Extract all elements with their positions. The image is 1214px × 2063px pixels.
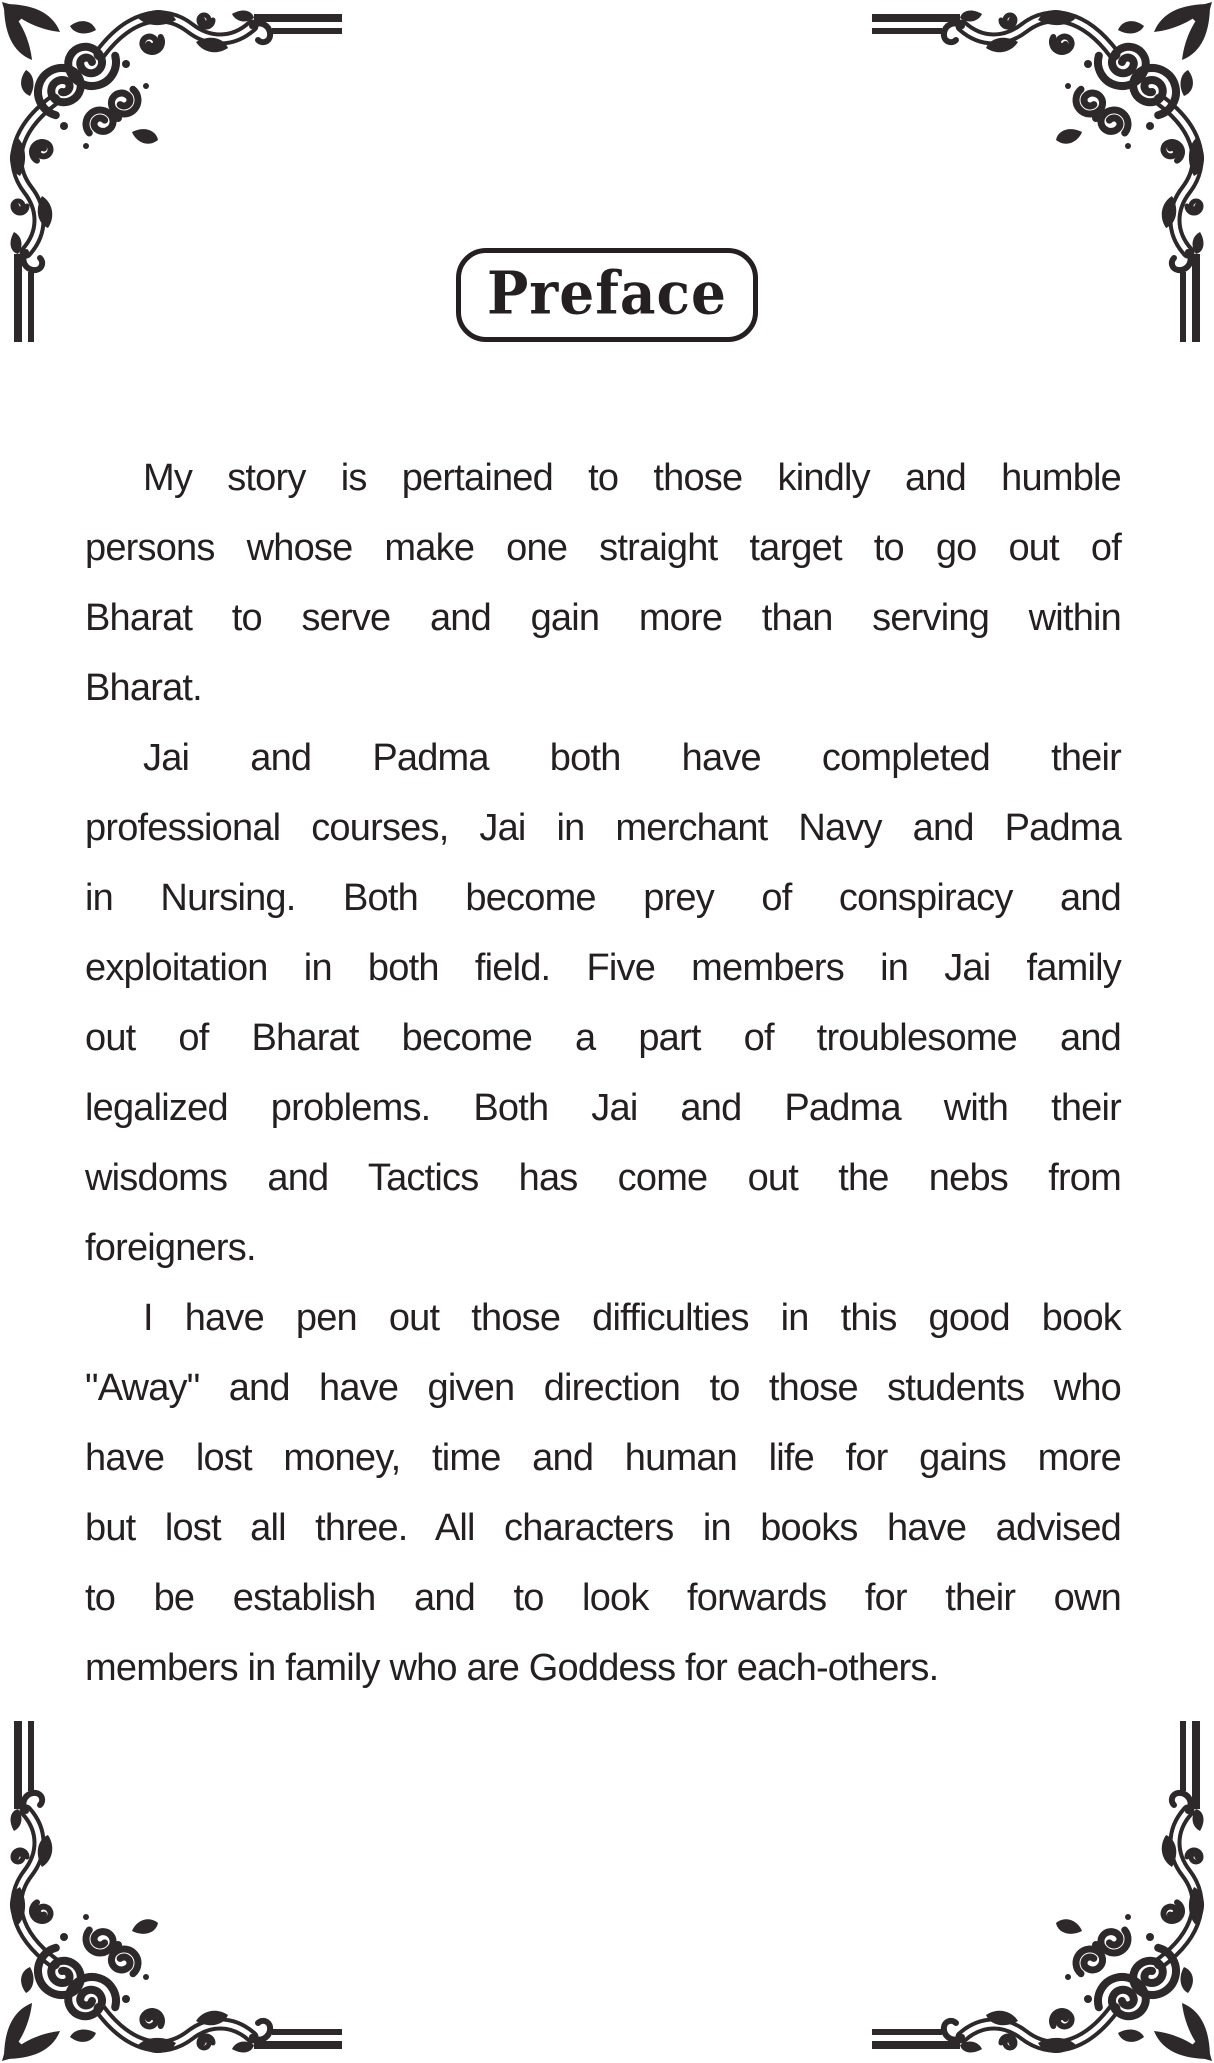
text-line: members in family who are Goddess for each-others. — [85, 1647, 939, 1689]
text-line: foreigners. — [85, 1227, 256, 1269]
text-line: have lost money, time and human life for gains more — [85, 1437, 1121, 1479]
text-line: Jai and Padma both have completed their — [143, 737, 1121, 779]
text-line: out of Bharat become a part of troublesome and — [85, 1017, 1121, 1059]
corner-flourish-bottom-right-icon — [872, 1721, 1214, 2063]
text-line: I have pen out those difficulties in this good book — [143, 1297, 1121, 1339]
corner-flourish-top-right-icon — [872, 0, 1214, 342]
text-line: legalized problems. Both Jai and Padma with their — [85, 1087, 1121, 1129]
preface-title-badge — [456, 248, 758, 342]
text-line: exploitation in both field. Five members in Jai family — [85, 947, 1121, 989]
text-line: Bharat. — [85, 667, 202, 709]
preface-body-text — [85, 443, 1121, 1703]
corner-flourish-bottom-left-icon — [0, 1721, 342, 2063]
text-line: but lost all three. All characters in books have advised — [85, 1507, 1121, 1549]
text-line: in Nursing. Both become prey of conspiracy and — [85, 877, 1121, 919]
paragraph — [85, 443, 1121, 723]
text-line: wisdoms and Tactics has come out the nebs from — [85, 1157, 1121, 1199]
corner-flourish-top-left-icon — [0, 0, 342, 342]
paragraph — [85, 723, 1121, 1283]
page-title: Preface — [486, 256, 728, 327]
text-line: "Away" and have given direction to those students who — [85, 1367, 1121, 1409]
text-line: to be establish and to look forwards for their own — [85, 1577, 1121, 1619]
paragraph — [85, 1283, 1121, 1703]
text-line: My story is pertained to those kindly and humble — [143, 457, 1121, 499]
text-line: persons whose make one straight target to go out of — [85, 527, 1121, 569]
text-line: Bharat to serve and gain more than serving within — [85, 597, 1121, 639]
text-line: professional courses, Jai in merchant Navy and Padma — [85, 807, 1121, 849]
